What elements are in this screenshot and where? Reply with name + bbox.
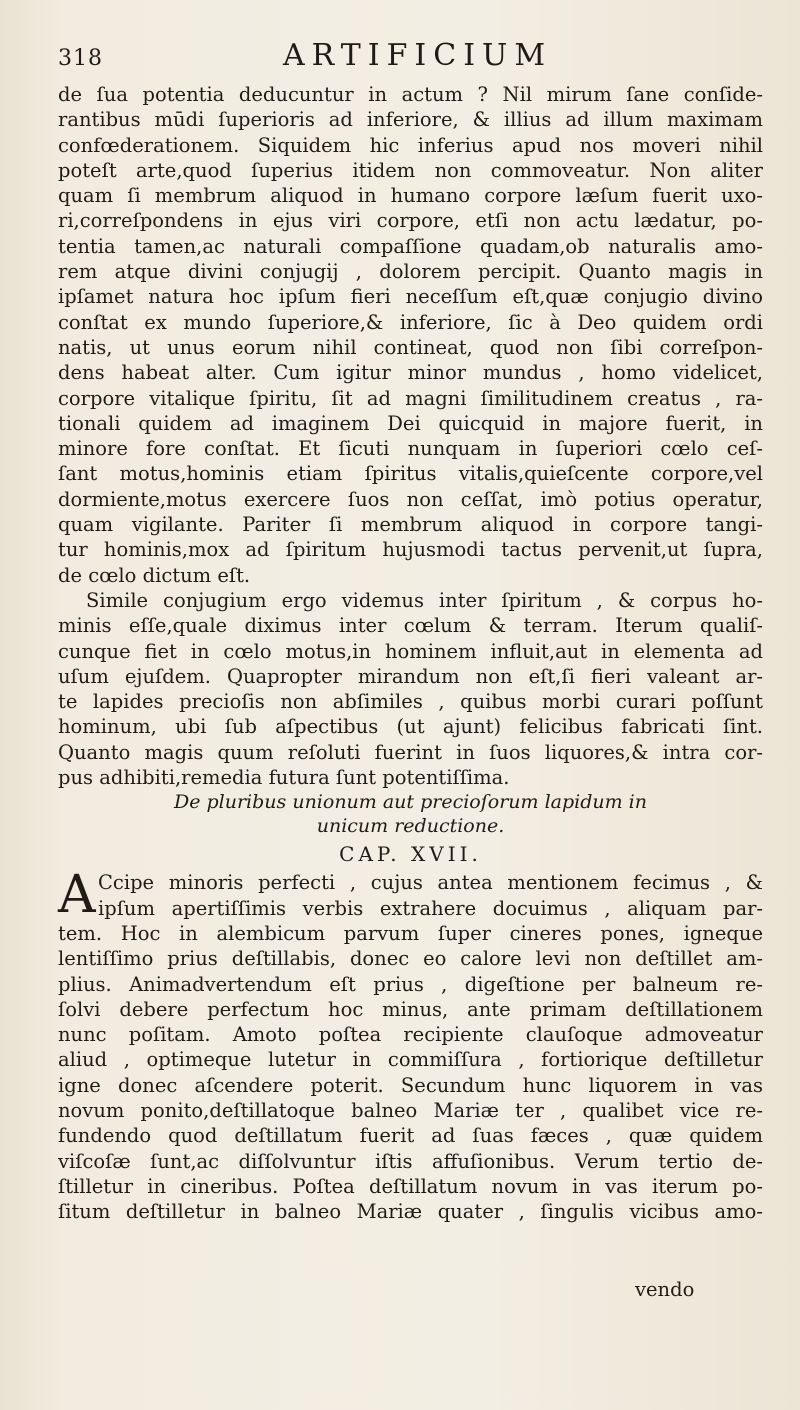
text-line: tur hominis,mox ad ſpiritum hujusmodi tactus pervenit,ut ſupra,	[58, 538, 763, 562]
text-line: de ſua potentia deducuntur in actum ? Nil mirum ſane conſide-	[58, 83, 763, 106]
text-line: novum ponito,deſtillatoque balneo Mariæ ter , qualibet vice re-	[58, 1098, 763, 1122]
text-line: minore fore conſtat. Et ſicuti nunquam in ſuperiori cœlo ceſ-	[58, 437, 763, 461]
text-line: hominum, ubi ſub aſpectibus (ut ajunt) felicibus fabricati ſint.	[58, 715, 763, 739]
text-line: ipſum apertiſſimis verbis extrahere docuimus , aliquam par-	[98, 896, 763, 920]
text-line: conſtat ex mundo ſuperiore,& inferiore, ſic à Deo quidem ordi	[58, 310, 763, 334]
paragraph-2	[58, 588, 763, 790]
text-line: Ccipe minoris perfecti , cujus antea mentionem fecimus , &	[98, 871, 763, 895]
drop-initial: A	[58, 865, 96, 926]
text-line: confœderationem. Siquidem hic inferius apud nos moveri nihil	[58, 133, 763, 157]
text-line: pus adhibiti,remedia futura ſunt potentiſſima.	[58, 766, 510, 790]
text-line: dens habeat alter. Cum igitur minor mundus , homo videlicet,	[58, 361, 763, 385]
text-line: de cœlo dictum eſt.	[58, 563, 251, 587]
text-line: nunc poſitam. Amoto poſtea recipiente clauſoque admoveatur	[58, 1023, 763, 1047]
text-line: quam vigilante. Pariter ſi membrum aliquod in corpore tangi-	[58, 513, 763, 537]
text-line: ſolvi debere perfectum hoc minus, ante primam deſtillationem	[58, 997, 763, 1021]
text-body	[58, 82, 763, 1224]
text-line: viſcoſæ ſunt,ac diſſolvuntur iſtis affuſionibus. Verum tertio de-	[58, 1149, 763, 1173]
text-line: poteſt arte,quod ſuperius itidem non commoveatur. Non aliter	[58, 158, 763, 182]
chapter-number: CAP. XVII.	[339, 842, 482, 867]
text-line: natis, ut unus eorum nihil contineat, quod non ſibi correſpon-	[58, 335, 763, 359]
text-line: plius. Animadvertendum eſt prius , digeſtione per balneum re-	[58, 972, 763, 996]
text-line: tem. Hoc in alembicum parvum ſuper cineres pones, igneque	[58, 921, 763, 945]
chapter-paragraph-lines	[58, 921, 763, 1225]
page-header	[58, 38, 758, 78]
paragraph-1	[58, 82, 763, 588]
chapter-heading-line-2: unicum reductione.	[316, 815, 505, 838]
text-line: Simile conjugium ergo videmus inter ſpiritum , & corpus ho-	[86, 588, 763, 612]
text-line: Quanto magis quum reſoluti fuerint in ſuos liquores,& intra cor-	[58, 740, 763, 764]
text-line: lentiſſimo prius deſtillabis, donec eo calore levi non deſtillet am-	[58, 947, 763, 971]
text-line: ſant motus,hominis etiam ſpiritus vitalis,quieſcente corpore,vel	[58, 462, 763, 486]
text-line: ri,correſpondens in ejus viri corpore, etſi non actu lædatur, po-	[58, 209, 763, 233]
text-line: rantibus mūdi ſuperioris ad inferiore, & illius ad illum maximam	[58, 108, 763, 132]
text-line: dormiente,motus exercere ſuos non ceſſat, imò potius operatur,	[58, 487, 763, 511]
chapter-paragraph	[58, 865, 763, 1224]
text-line: minis eſſe,quale diximus inter cœlum & terram. Iterum qualiſ-	[58, 614, 763, 638]
text-line: igne donec aſcendere poterit. Secundum hunc liquorem in vas	[58, 1073, 763, 1097]
text-line: aliud , optimeque lutetur in commiſſura , fortiorique deſtilletur	[58, 1048, 763, 1072]
initial-block	[58, 865, 763, 926]
text-line: fundendo quod deſtillatum fuerit ad ſuas fæces , quæ quidem	[58, 1124, 763, 1148]
text-line: cunque fiet in cœlo motus,in hominem influit,aut in elementa ad	[58, 639, 763, 663]
catchword: vendo	[635, 1278, 695, 1301]
text-line: quam ſi membrum aliquod in humano corpore læſum fuerit uxo-	[58, 184, 763, 208]
text-line: corpore vitalique ſpiritu, ſit ad magni ſimilitudinem creatus , ra-	[58, 386, 763, 410]
page-number: 318	[58, 46, 103, 71]
text-line: ſtilletur in cineribus. Poſtea deſtillatum novum in vas iterum po-	[58, 1174, 763, 1198]
text-line: te lapides precioſis non abſimiles , quibus morbi curari poſſunt	[58, 690, 763, 714]
running-title: ARTIFICIUM	[283, 38, 553, 73]
text-line: tentia tamen,ac naturali compaſſione quadam,ob naturalis amo-	[58, 234, 763, 258]
text-line: tionali quidem ad imaginem Dei quicquid in majore fuerit, in	[58, 411, 763, 435]
text-line: ſitum deſtilletur in balneo Mariæ quater , ſingulis vicibus amo-	[58, 1200, 763, 1224]
text-line: uſum ejuſdem. Quapropter mirandum non eſt,ſi fieri valeant ar-	[58, 664, 763, 688]
chapter-heading-line-1: De pluribus unionum aut precioſorum lapidum in	[173, 791, 647, 814]
text-line: rem atque divini conjugij , dolorem percipit. Quanto magis in	[58, 260, 763, 284]
text-line: ipſamet natura hoc ipſum fieri neceſſum eſt,quæ conjugio divino	[58, 285, 763, 309]
